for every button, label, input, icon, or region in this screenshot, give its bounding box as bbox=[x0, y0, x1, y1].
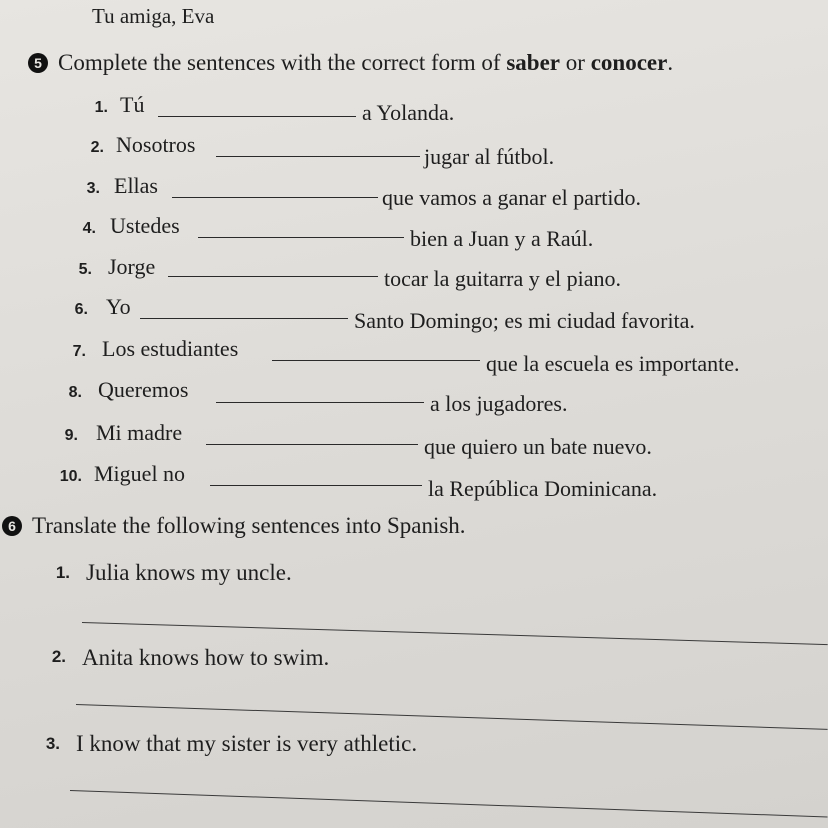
item-number: 1. bbox=[94, 99, 108, 116]
item-number: 10. bbox=[59, 468, 82, 485]
answer-blank[interactable] bbox=[216, 402, 424, 403]
answer-blank[interactable] bbox=[198, 237, 404, 238]
item-number: 3. bbox=[86, 180, 100, 197]
translate-item-3: I know that my sister is very athletic. bbox=[76, 731, 418, 756]
translation-answer-line-2[interactable] bbox=[76, 704, 828, 730]
keyword-saber: saber bbox=[506, 50, 561, 75]
item-completion: Santo Domingo; es mi ciudad favorita. bbox=[354, 308, 695, 333]
answer-blank[interactable] bbox=[210, 485, 422, 486]
item-number: 8. bbox=[68, 384, 82, 401]
letter-signoff: Tu amiga, Eva bbox=[92, 4, 215, 28]
section-6-header bbox=[2, 513, 466, 539]
item-completion: que quiero un bate nuevo. bbox=[424, 434, 652, 459]
item-subject: Queremos bbox=[98, 377, 189, 402]
item-number: 5. bbox=[78, 261, 92, 278]
answer-blank[interactable] bbox=[172, 197, 378, 198]
item-completion: a los jugadores. bbox=[430, 391, 568, 416]
translate-item-number: 2. bbox=[51, 647, 66, 666]
item-subject: Los estudiantes bbox=[102, 336, 239, 361]
translate-item-number: 1. bbox=[55, 563, 70, 582]
item-number: 9. bbox=[64, 427, 78, 444]
item-completion: jugar al fútbol. bbox=[424, 144, 555, 169]
translate-item-number: 3. bbox=[45, 734, 60, 753]
answer-blank[interactable] bbox=[272, 360, 480, 361]
section-5-header bbox=[28, 50, 673, 76]
translate-item-2: Anita knows how to swim. bbox=[82, 645, 330, 670]
item-subject: Nosotros bbox=[116, 132, 196, 157]
section-5-instruction: Complete the sentences with the correct form of saber or conocer. bbox=[58, 50, 674, 75]
item-completion: tocar la guitarra y el piano. bbox=[384, 266, 622, 291]
item-completion: que la escuela es importante. bbox=[486, 351, 740, 376]
item-subject: Miguel no bbox=[94, 461, 186, 486]
section-5-number-badge: 5 bbox=[28, 53, 48, 73]
item-completion: la República Dominicana. bbox=[428, 476, 658, 501]
item-completion: a Yolanda. bbox=[362, 100, 455, 125]
answer-blank[interactable] bbox=[140, 318, 348, 319]
section-6-instruction: Translate the following sentences into Spanish. bbox=[32, 513, 466, 538]
item-completion: que vamos a ganar el partido. bbox=[382, 185, 642, 210]
item-completion: bien a Juan y a Raúl. bbox=[410, 226, 594, 251]
section-6-number-badge: 6 bbox=[2, 516, 22, 536]
item-subject: Ellas bbox=[114, 173, 158, 198]
answer-blank[interactable] bbox=[168, 276, 378, 277]
translation-answer-line-3[interactable] bbox=[70, 790, 828, 817]
item-number: 6. bbox=[74, 301, 88, 318]
item-subject: Jorge bbox=[108, 254, 156, 279]
keyword-conocer: conocer bbox=[590, 50, 668, 75]
item-number: 2. bbox=[90, 139, 104, 156]
answer-blank[interactable] bbox=[216, 156, 420, 157]
answer-blank[interactable] bbox=[206, 444, 418, 445]
item-number: 4. bbox=[82, 220, 96, 237]
translation-answer-line-1[interactable] bbox=[82, 622, 828, 645]
translate-item-1: Julia knows my uncle. bbox=[86, 560, 292, 585]
item-subject: Ustedes bbox=[110, 213, 180, 238]
item-number: 7. bbox=[72, 343, 86, 360]
item-subject: Mi madre bbox=[96, 420, 183, 445]
item-subject: Yo bbox=[106, 294, 131, 319]
answer-blank[interactable] bbox=[158, 116, 356, 117]
item-subject: Tú bbox=[120, 92, 145, 117]
